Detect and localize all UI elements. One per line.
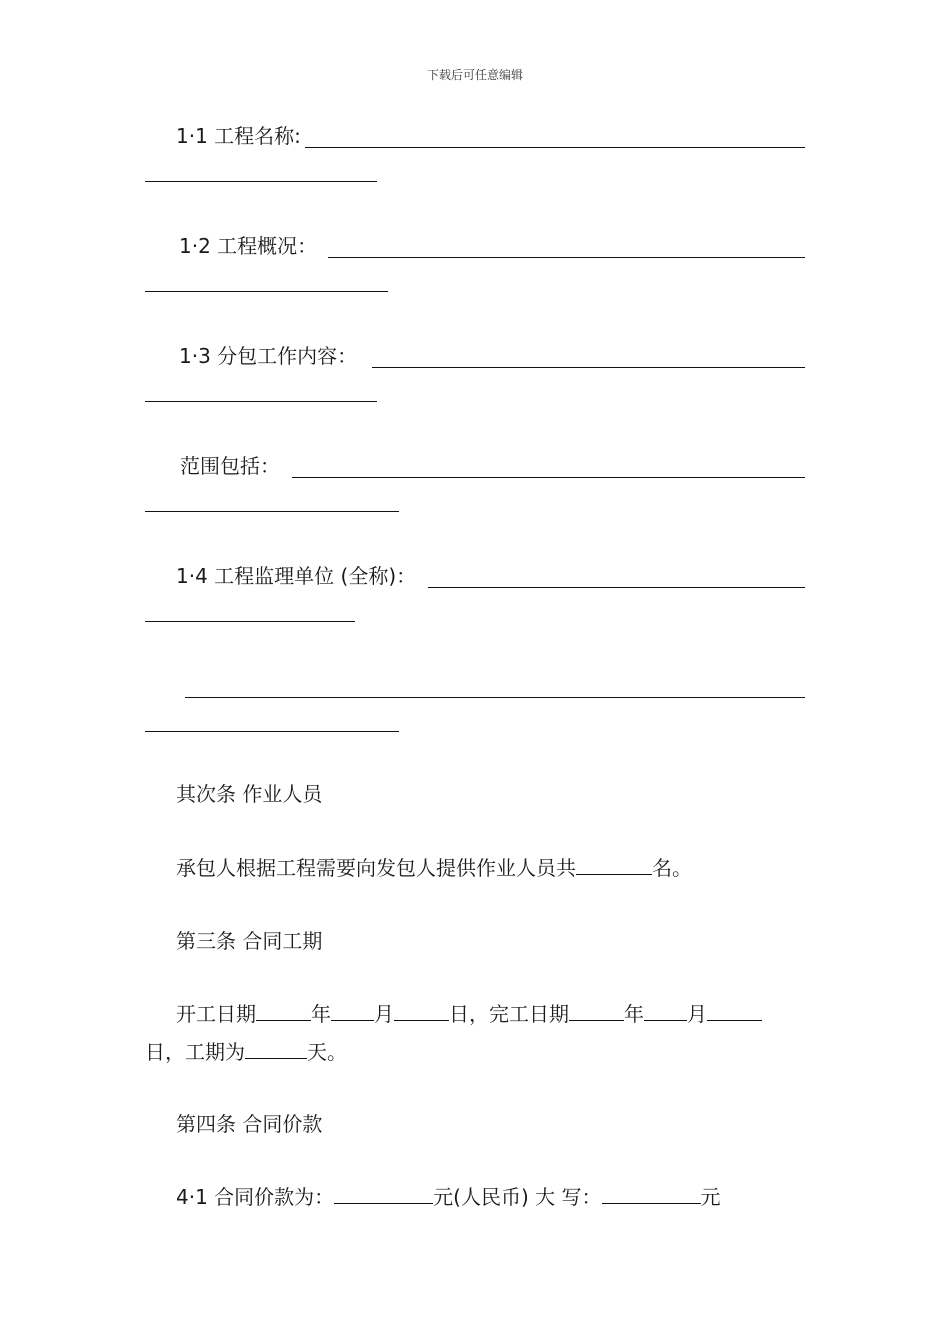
item-1-3-field-cont[interactable] bbox=[145, 401, 377, 402]
extra-field[interactable] bbox=[185, 697, 805, 698]
section-4-title: 第四条 合同价款 bbox=[176, 1112, 323, 1136]
extra-field-cont[interactable] bbox=[145, 731, 399, 732]
price-field[interactable] bbox=[334, 1185, 433, 1204]
day-label: 日， bbox=[449, 1002, 489, 1026]
item-1-4-field-cont[interactable] bbox=[145, 621, 355, 622]
workers-count-field[interactable] bbox=[576, 856, 652, 875]
rmb-label: 元(人民币) bbox=[433, 1185, 529, 1209]
section-2-title: 其次条 作业人员 bbox=[176, 782, 323, 806]
price-label: 4·1 合同价款为： bbox=[176, 1185, 335, 1209]
start-end-dates bbox=[176, 1000, 762, 1028]
item-1-1-label: 1·1 工程名称: bbox=[176, 124, 301, 148]
end-month-field[interactable] bbox=[644, 1002, 687, 1021]
price-line bbox=[176, 1183, 721, 1211]
duration-field[interactable] bbox=[245, 1040, 307, 1059]
day-label-2: 日， bbox=[145, 1040, 185, 1064]
workers-unit: 名。 bbox=[652, 856, 692, 880]
start-year-field[interactable] bbox=[256, 1002, 311, 1021]
year-label-2: 年 bbox=[624, 1002, 644, 1026]
month-label-2: 月 bbox=[687, 1002, 707, 1026]
item-1-4-field[interactable] bbox=[428, 587, 805, 588]
item-1-1-field-cont[interactable] bbox=[145, 181, 377, 182]
item-1-3-field[interactable] bbox=[372, 367, 805, 368]
month-label: 月 bbox=[374, 1002, 394, 1026]
item-1-1-field[interactable] bbox=[305, 147, 805, 148]
scope-label: 范围包括： bbox=[180, 454, 280, 478]
section-3-title: 第三条 合同工期 bbox=[176, 929, 323, 953]
item-1-3-label: 1·3 分包工作内容： bbox=[179, 344, 358, 368]
scope-field-cont[interactable] bbox=[145, 511, 399, 512]
item-1-4-label: 1·4 工程监理单位 (全称)： bbox=[176, 564, 417, 588]
days-unit: 天。 bbox=[307, 1040, 347, 1064]
end-date-label: 完工日期 bbox=[489, 1002, 569, 1026]
duration-label: 工期为 bbox=[185, 1040, 245, 1064]
scope-field[interactable] bbox=[292, 477, 805, 478]
yuan-label: 元 bbox=[700, 1185, 721, 1209]
uppercase-label: 大 写： bbox=[535, 1185, 602, 1209]
start-day-field[interactable] bbox=[394, 1002, 449, 1021]
page-header: 下载后可任意编辑 bbox=[426, 68, 523, 82]
year-label: 年 bbox=[311, 1002, 331, 1026]
end-year-field[interactable] bbox=[569, 1002, 624, 1021]
end-day-field[interactable] bbox=[707, 1002, 762, 1021]
workers-text: 承包人根据工程需要向发包人提供作业人员共 bbox=[176, 856, 576, 880]
uppercase-price-field[interactable] bbox=[602, 1185, 701, 1204]
section-2-text bbox=[176, 854, 692, 882]
duration-line bbox=[145, 1038, 347, 1066]
item-1-2-label: 1·2 工程概况： bbox=[179, 234, 318, 258]
item-1-2-field-cont[interactable] bbox=[145, 291, 388, 292]
start-month-field[interactable] bbox=[331, 1002, 374, 1021]
item-1-2-field[interactable] bbox=[328, 257, 805, 258]
start-date-label: 开工日期 bbox=[176, 1002, 256, 1026]
